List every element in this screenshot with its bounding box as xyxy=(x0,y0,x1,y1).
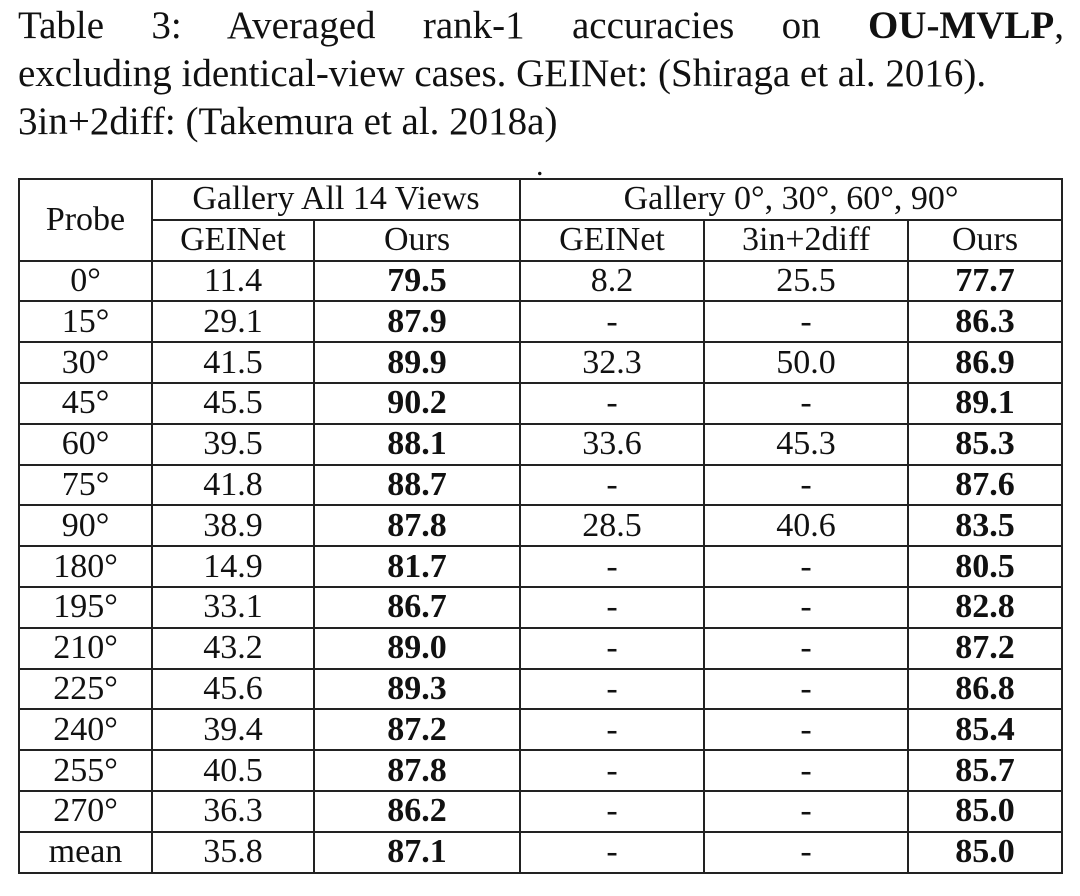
g1-ours-cell: 88.1 xyxy=(314,424,520,465)
caption-line-3: 3in+2diff: (Takemura et al. 2018a) xyxy=(18,100,558,143)
dataset-name: OU-MVLP xyxy=(867,4,1055,47)
g2-geinet-cell: - xyxy=(520,587,704,628)
table-row xyxy=(19,709,1062,750)
probe-cell: mean xyxy=(19,832,152,873)
g2-3in2diff-cell: - xyxy=(704,709,908,750)
g2-3in2diff-cell: - xyxy=(704,791,908,832)
g2-ours-cell: 86.3 xyxy=(908,301,1062,342)
g2-3in2diff-cell: - xyxy=(704,546,908,587)
table-body xyxy=(19,261,1062,873)
table-row xyxy=(19,750,1062,791)
probe-cell: 225° xyxy=(19,669,152,710)
header-group-four-views: Gallery 0°, 30°, 60°, 90° xyxy=(520,179,1062,220)
g2-geinet-cell: 32.3 xyxy=(520,342,704,383)
probe-cell: 180° xyxy=(19,546,152,587)
probe-cell: 210° xyxy=(19,628,152,669)
probe-cell: 15° xyxy=(19,301,152,342)
g2-3in2diff-cell: - xyxy=(704,628,908,669)
g1-geinet-cell: 45.5 xyxy=(152,383,314,424)
table-row xyxy=(19,301,1062,342)
g1-geinet-cell: 45.6 xyxy=(152,669,314,710)
g2-ours-cell: 85.3 xyxy=(908,424,1062,465)
g1-ours-cell: 79.5 xyxy=(314,261,520,302)
table-row xyxy=(19,383,1062,424)
g2-3in2diff-cell: - xyxy=(704,383,908,424)
g2-geinet-cell: - xyxy=(520,465,704,506)
g2-geinet-cell: - xyxy=(520,546,704,587)
probe-cell: 255° xyxy=(19,750,152,791)
g1-ours-cell: 88.7 xyxy=(314,465,520,506)
g1-ours-cell: 89.3 xyxy=(314,669,520,710)
g1-ours-cell: 87.8 xyxy=(314,750,520,791)
g2-geinet-cell: - xyxy=(520,669,704,710)
g2-geinet-cell: - xyxy=(520,832,704,873)
g2-ours-cell: 77.7 xyxy=(908,261,1062,302)
header-g1-ours: Ours xyxy=(314,220,520,261)
g1-geinet-cell: 41.5 xyxy=(152,342,314,383)
g2-ours-cell: 85.7 xyxy=(908,750,1062,791)
g2-ours-cell: 85.4 xyxy=(908,709,1062,750)
probe-cell: 270° xyxy=(19,791,152,832)
g1-geinet-cell: 29.1 xyxy=(152,301,314,342)
probe-cell: 195° xyxy=(19,587,152,628)
g2-geinet-cell: 28.5 xyxy=(520,505,704,546)
g2-ours-cell: 83.5 xyxy=(908,505,1062,546)
g2-geinet-cell: - xyxy=(520,709,704,750)
g2-ours-cell: 87.6 xyxy=(908,465,1062,506)
table-row xyxy=(19,505,1062,546)
g1-geinet-cell: 11.4 xyxy=(152,261,314,302)
g2-3in2diff-cell: - xyxy=(704,750,908,791)
probe-cell: 90° xyxy=(19,505,152,546)
results-table xyxy=(18,178,1063,874)
g1-geinet-cell: 39.4 xyxy=(152,709,314,750)
g1-ours-cell: 89.0 xyxy=(314,628,520,669)
g1-ours-cell: 86.7 xyxy=(314,587,520,628)
g1-geinet-cell: 35.8 xyxy=(152,832,314,873)
g1-ours-cell: 89.9 xyxy=(314,342,520,383)
header-row-groups xyxy=(19,179,1062,220)
g2-3in2diff-cell: 50.0 xyxy=(704,342,908,383)
g2-3in2diff-cell: - xyxy=(704,587,908,628)
header-g2-ours: Ours xyxy=(908,220,1062,261)
g1-geinet-cell: 36.3 xyxy=(152,791,314,832)
g2-ours-cell: 85.0 xyxy=(908,832,1062,873)
probe-cell: 75° xyxy=(19,465,152,506)
table-row xyxy=(19,424,1062,465)
g2-3in2diff-cell: - xyxy=(704,832,908,873)
g2-geinet-cell: - xyxy=(520,628,704,669)
g2-3in2diff-cell: 40.6 xyxy=(704,505,908,546)
table-row xyxy=(19,342,1062,383)
header-group-all-views: Gallery All 14 Views xyxy=(152,179,520,220)
g1-ours-cell: 81.7 xyxy=(314,546,520,587)
probe-cell: 0° xyxy=(19,261,152,302)
header-g2-3in2diff: 3in+2diff xyxy=(704,220,908,261)
table-row xyxy=(19,546,1062,587)
g2-ours-cell: 80.5 xyxy=(908,546,1062,587)
g2-geinet-cell: 8.2 xyxy=(520,261,704,302)
g1-geinet-cell: 33.1 xyxy=(152,587,314,628)
g2-3in2diff-cell: - xyxy=(704,669,908,710)
g2-geinet-cell: - xyxy=(520,791,704,832)
g2-ours-cell: 86.8 xyxy=(908,669,1062,710)
g2-3in2diff-cell: 25.5 xyxy=(704,261,908,302)
g2-geinet-cell: - xyxy=(520,750,704,791)
g2-3in2diff-cell: - xyxy=(704,301,908,342)
table-row xyxy=(19,669,1062,710)
stray-dot: . xyxy=(536,149,544,182)
probe-cell: 60° xyxy=(19,424,152,465)
g2-geinet-cell: - xyxy=(520,301,704,342)
g1-ours-cell: 86.2 xyxy=(314,791,520,832)
probe-cell: 240° xyxy=(19,709,152,750)
table-row xyxy=(19,832,1062,873)
g1-geinet-cell: 39.5 xyxy=(152,424,314,465)
g2-ours-cell: 85.0 xyxy=(908,791,1062,832)
g1-ours-cell: 87.9 xyxy=(314,301,520,342)
g2-ours-cell: 87.2 xyxy=(908,628,1062,669)
g1-geinet-cell: 41.8 xyxy=(152,465,314,506)
header-g2-geinet: GEINet xyxy=(520,220,704,261)
caption-line-1 xyxy=(18,2,1064,50)
g2-ours-cell: 86.9 xyxy=(908,342,1062,383)
g1-geinet-cell: 38.9 xyxy=(152,505,314,546)
g2-ours-cell: 82.8 xyxy=(908,587,1062,628)
g1-geinet-cell: 40.5 xyxy=(152,750,314,791)
table-row xyxy=(19,587,1062,628)
table-row xyxy=(19,791,1062,832)
g2-3in2diff-cell: - xyxy=(704,465,908,506)
g2-ours-cell: 89.1 xyxy=(908,383,1062,424)
g1-geinet-cell: 43.2 xyxy=(152,628,314,669)
g1-ours-cell: 90.2 xyxy=(314,383,520,424)
table-row xyxy=(19,628,1062,669)
probe-cell: 45° xyxy=(19,383,152,424)
header-g1-geinet: GEINet xyxy=(152,220,314,261)
g2-geinet-cell: - xyxy=(520,383,704,424)
header-probe: Probe xyxy=(19,179,152,261)
caption-line-2: excluding identical-view cases. GEINet: (Shiraga et al. 2016). xyxy=(18,52,987,95)
table-row xyxy=(19,465,1062,506)
table-row xyxy=(19,261,1062,302)
probe-cell: 30° xyxy=(19,342,152,383)
g2-3in2diff-cell: 45.3 xyxy=(704,424,908,465)
caption-prefix: Table 3: Averaged rank-1 accuracies on xyxy=(18,4,868,47)
table-caption xyxy=(18,2,1064,146)
header-row-methods xyxy=(19,220,1062,261)
caption-comma: , xyxy=(1054,4,1064,47)
g2-geinet-cell: 33.6 xyxy=(520,424,704,465)
g1-ours-cell: 87.1 xyxy=(314,832,520,873)
g1-geinet-cell: 14.9 xyxy=(152,546,314,587)
g1-ours-cell: 87.8 xyxy=(314,505,520,546)
g1-ours-cell: 87.2 xyxy=(314,709,520,750)
